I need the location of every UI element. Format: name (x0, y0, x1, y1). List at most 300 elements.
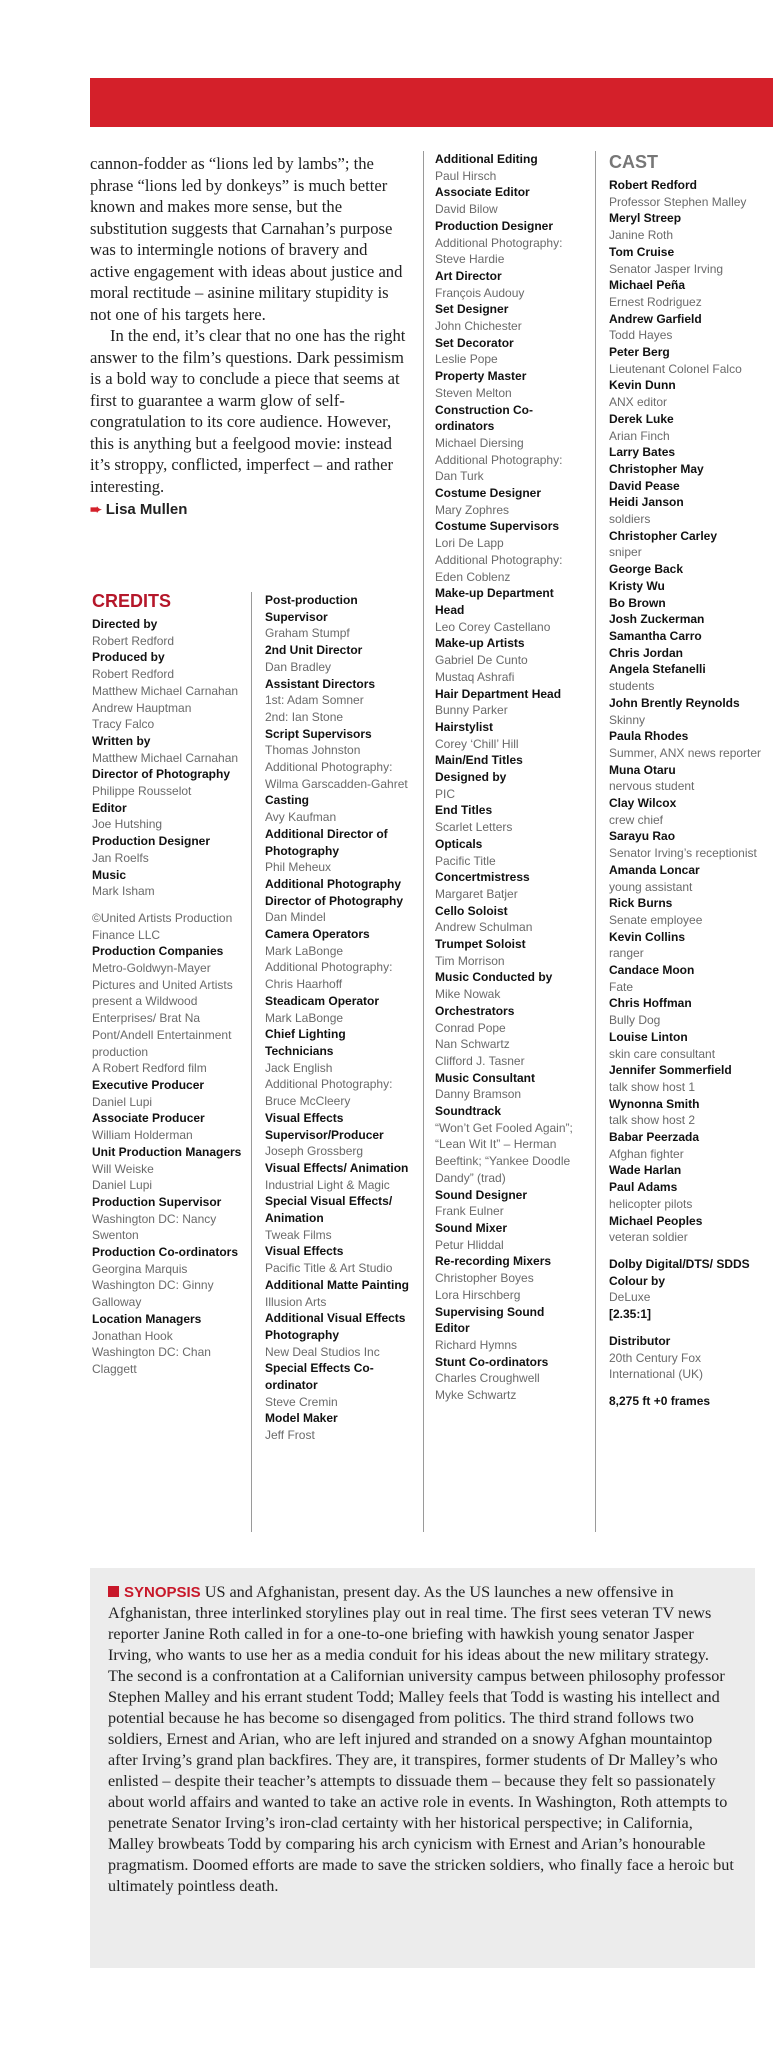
credit-name: Will Weiske (92, 1161, 154, 1176)
credit-entry (435, 1253, 580, 1303)
credit-name: Bunny Parker (435, 703, 508, 718)
credit-entry (265, 592, 415, 642)
credit-role: Soundtrack (435, 1104, 502, 1119)
credit-role: Meryl Streep (609, 211, 682, 226)
credit-entry (265, 826, 415, 876)
credit-role: Robert Redford (609, 178, 697, 192)
credit-name: John Chichester (435, 319, 522, 334)
credit-role: Costume Designer (435, 486, 542, 501)
credit-name: William Holderman (92, 1128, 193, 1143)
credit-name: Philippe Rousselot (92, 784, 192, 799)
credit-role: Additional Director of Photography (265, 826, 388, 858)
credit-entry (609, 1333, 769, 1383)
credit-entry (435, 335, 580, 368)
credit-role: Peter Berg (609, 345, 670, 360)
credit-entry (265, 1360, 415, 1410)
credit-role: Kevin Dunn (609, 378, 676, 393)
credit-entry (265, 1110, 415, 1160)
credit-name: Robert Redford (92, 667, 175, 682)
credit-name: Additional Photography: Eden Coblenz (435, 552, 563, 584)
credit-role: Property Master (435, 369, 527, 384)
credit-entry (435, 802, 580, 835)
credits-column-2 (265, 592, 415, 1444)
credit-name: Skinny (609, 712, 646, 727)
credit-name: Dan Mindel (265, 910, 326, 925)
credit-entry (609, 895, 769, 928)
credit-role: Music (92, 867, 127, 882)
credit-entry (609, 795, 769, 828)
credit-role: Main/End Titles Designed by (435, 753, 523, 785)
credit-role: Make-up Department Head (435, 586, 554, 617)
credit-name: Daniel Lupi (92, 1094, 153, 1109)
credit-role: Director of Photography (92, 767, 231, 782)
credit-role: Camera Operators (265, 927, 370, 942)
credit-role: Music Conducted by (435, 970, 553, 985)
credit-entry (609, 210, 769, 243)
credit-name: A Robert Redford film (92, 1061, 207, 1076)
credit-name: Steve Cremin (265, 1394, 338, 1409)
credit-name: New Deal Studios Inc (265, 1344, 380, 1359)
credit-name: Additional Photography: Bruce McCleery (265, 1077, 393, 1109)
credit-entry (435, 969, 580, 1002)
credit-name: Senator Jasper Irving (609, 261, 724, 276)
credit-role: Visual Effects/ Animation (265, 1160, 409, 1175)
credit-name: Avy Kaufman (265, 810, 337, 825)
credit-entry (265, 1277, 415, 1310)
credit-entry (609, 1029, 769, 1062)
credit-entry (609, 1273, 769, 1306)
credit-entry (265, 792, 415, 825)
credit-entry (92, 867, 242, 900)
credit-name: Mark LaBonge (265, 1010, 344, 1025)
credit-role: Wade Harlan (609, 1163, 682, 1178)
credit-entry (609, 1096, 769, 1129)
credit-role: Location Managers (92, 1311, 202, 1326)
credit-entry (92, 943, 242, 1077)
credit-entry (435, 1187, 580, 1220)
credit-role: Wynonna Smith (609, 1096, 700, 1111)
credit-entry (609, 444, 769, 528)
credit-entry (435, 1304, 580, 1354)
credit-name: Michael Diersing (435, 435, 524, 450)
credit-role: Larry Bates (609, 445, 676, 460)
credit-name: Joe Hutshing (92, 817, 163, 832)
credit-name: Conrad Pope (435, 1020, 506, 1035)
credit-entry (265, 876, 415, 926)
credit-role: Paul Adams (609, 1180, 678, 1195)
credit-name: Gabriel De Cunto (435, 653, 528, 668)
credit-role: Sound Mixer (435, 1221, 508, 1235)
spacer (609, 1246, 769, 1256)
credit-name: Tweak Films (265, 1227, 332, 1242)
credit-name: talk show host 2 (609, 1113, 696, 1128)
header-red-banner (90, 78, 773, 127)
credit-role: Production Designer (92, 834, 211, 849)
spacer (609, 1383, 769, 1393)
credit-name: Fate (609, 979, 634, 994)
credit-name: “Won’t Get Fooled Again”; “Lean Wit It” – Herman Beeftink; “Yankee Doodle Dandy” (trad) (435, 1120, 573, 1185)
credit-name: Margaret Batjer (435, 886, 518, 901)
credit-role: Production Companies (92, 944, 224, 959)
credit-entry (609, 344, 769, 377)
credits-list (92, 616, 242, 1378)
credit-entry (609, 561, 769, 695)
credit-role: Re-recording Mixers (435, 1254, 552, 1269)
column-divider (595, 151, 596, 1532)
credit-entry (609, 862, 769, 895)
credit-name: 20th Century Fox International (UK) (609, 1350, 704, 1382)
credit-role: Model Maker (265, 1411, 338, 1426)
credit-entry (609, 929, 769, 962)
credit-role: Steadicam Operator (265, 993, 380, 1008)
credit-name: Mark LaBonge (265, 943, 344, 958)
credit-name: Clifford J. Tasner (435, 1053, 525, 1068)
credit-role: Construction Co-ordinators (435, 402, 533, 434)
credit-name: Lori De Lapp (435, 536, 504, 551)
credit-entry (609, 1162, 769, 1212)
credits-list (265, 592, 415, 1444)
review-paragraph: cannon-fodder as “lions led by lambs”; the phrase “lions led by donkeys” is much better known and makes more sense, but the substitution suggests that Carnahan’s purpose was to intermingle notions of bravery and active engagement with ideas about justice and moral rectitude – asinine military stupidity is not one of his targets here. (90, 154, 403, 324)
credit-role: End Titles (435, 803, 493, 818)
credit-entry (265, 642, 415, 675)
credit-name: Arian Finch (609, 428, 670, 443)
credit-role: Sound Designer (435, 1187, 528, 1202)
credit-name: Mark Isham (92, 884, 155, 899)
credit-entry (609, 1306, 769, 1323)
credit-role: Concertmistress (435, 870, 530, 885)
credit-name: Christopher Boyes (435, 1271, 534, 1286)
credit-name: Washington DC: Ginny Galloway (92, 1278, 214, 1310)
credit-role: Derek Luke (609, 411, 674, 426)
credit-name: Graham Stumpf (265, 626, 350, 641)
column-divider (251, 592, 252, 1532)
synopsis-text: US and Afghanistan, present day. As the US launches a new offensive in Afghanistan, three interlinked storylines play out in real time. The first sees veteran TV news reporter Janine Roth called in for a one-to-one briefing with hawkish young senator Jasper Irving, who wants to use her as a media conduit for his ideas about the new military strategy. The second is a confrontation at a Californian university campus between philosophy professor Stephen Malley and his errant student Todd; Malley feels that Todd is wasting his intellect and potential because he has become so disengaged from politics. The third strand follows two soldiers, Ernest and Arian, who are left injured and stranded on a snowy Afghan mountaintop after Irving’s grand plan backfires. They are, it transpires, former students of Dr Malley’s who enlisted – despite their teacher’s attempts to dissuade them – because they felt so passionately about world affairs and wanted to take an active role in events. In Washington, Roth attempts to penetrate Senator Irving’s iron-clad certainty with her historical perspective; in California, Malley browbeats Todd by comparing his arch cynicism with Ernest and Arian’s honourable pragmatism. Doomed efforts are made to save the stricken soldiers, who finally face a heroic but ultimately pointless death. (108, 1583, 734, 1895)
credit-name: Matthew Michael Carnahan (92, 750, 239, 765)
credit-name: Metro-Goldwyn-Mayer Pictures and United Artists present a Wildwood Enterprises/ Brat Na Pont/Andell Entertainment production (92, 961, 233, 1059)
credit-role: Production Supervisor (92, 1194, 222, 1209)
credit-role: Michael Peña (609, 278, 686, 293)
credit-name: 1st: Adam Somner (265, 693, 364, 708)
credit-entry (609, 695, 769, 728)
credit-role: Muna Otaru (609, 762, 676, 777)
credit-entry (92, 833, 242, 866)
credit-name: Corey ‘Chill’ Hill (435, 736, 519, 751)
credit-role: George Back (609, 562, 684, 577)
credit-entry (265, 1310, 415, 1360)
credit-entry (265, 1193, 415, 1243)
cast-column (609, 151, 769, 1410)
credit-name: Additional Photography: Dan Turk (435, 452, 563, 484)
credit-role: Babar Peerzada (609, 1130, 700, 1145)
credit-name: Leo Corey Castellano (435, 619, 551, 634)
technical-info: Dolby Digital/DTS/ SDDS (609, 1257, 750, 1271)
credit-name: students (609, 679, 655, 694)
credit-name: Tim Morrison (435, 953, 505, 968)
credit-role: Production Designer (435, 218, 554, 233)
technical-info: Colour by (609, 1273, 665, 1288)
credit-name: Robert Redford (92, 633, 175, 648)
credit-entry (265, 926, 415, 993)
credit-entry (435, 752, 580, 802)
credit-role: Louise Linton (609, 1029, 688, 1044)
credit-name: Scarlet Letters (435, 820, 513, 835)
credit-role: Candace Moon (609, 963, 695, 978)
credit-entry (435, 184, 580, 217)
credit-role: Kevin Collins (609, 929, 686, 944)
credit-name: Additional Photography: Chris Haarhoff (265, 960, 393, 992)
credit-entry (609, 1129, 769, 1162)
credit-role: Post-production Supervisor (265, 593, 358, 624)
technical-info: [2.35:1] (609, 1307, 652, 1322)
credit-entry (435, 151, 580, 184)
credit-name: helicopter pilots (609, 1196, 693, 1211)
credit-role: Editor (92, 800, 127, 815)
credit-name: nervous student (609, 779, 695, 794)
column-divider (423, 151, 424, 1532)
credit-name: Pacific Title (435, 853, 496, 868)
credit-role: Orchestrators (435, 1003, 515, 1018)
arrow-icon: ➨ (90, 501, 102, 517)
credit-name: crew chief (609, 812, 664, 827)
cast-title: CAST (609, 152, 658, 172)
credit-role: Trumpet Soloist (435, 937, 526, 952)
credit-name: Summer, ANX news reporter (609, 745, 762, 760)
credit-role: Chris Hoffman (609, 996, 692, 1011)
credit-entry (435, 518, 580, 585)
credit-name: Afghan fighter (609, 1146, 684, 1161)
credit-role: Jennifer Sommerfield (609, 1063, 732, 1078)
credit-entry (609, 995, 769, 1028)
credit-name: Jan Roelfs (92, 850, 149, 865)
credit-name: ranger (609, 946, 644, 961)
credit-entry (435, 903, 580, 936)
credit-role: Costume Supervisors (435, 519, 560, 534)
credit-name: Bully Dog (609, 1013, 661, 1028)
credit-name: ©United Artists Production Finance LLC (92, 910, 233, 942)
credit-role: Sarayu Rao (609, 829, 676, 844)
credit-role: Hairstylist (435, 719, 494, 734)
credit-entry (609, 411, 769, 444)
credit-role: Associate Editor (435, 185, 530, 200)
credit-name: sniper (609, 545, 642, 560)
credit-role: Amanda Loncar (609, 862, 700, 877)
credit-entry (609, 1256, 769, 1273)
credit-name: Pacific Title & Art Studio (265, 1261, 393, 1276)
credit-entry (92, 766, 242, 799)
credit-role: Heidi Janson (609, 495, 684, 510)
credit-name: young assistant (609, 879, 693, 894)
credit-entry (92, 1110, 242, 1143)
credits-title: CREDITS (92, 591, 172, 611)
credit-entry (609, 728, 769, 761)
synopsis-label: SYNOPSIS (124, 1584, 201, 1601)
credit-entry (609, 828, 769, 861)
credit-name: DeLuxe (609, 1290, 651, 1305)
credit-name: skin care consultant (609, 1046, 716, 1061)
credit-role: Make-up Artists (435, 636, 525, 651)
credit-name: Leslie Pope (435, 352, 498, 367)
credit-name: Steven Melton (435, 385, 512, 400)
credit-entry (609, 1062, 769, 1095)
credit-name: Additional Photography: Wilma Garscadden-Gahret (265, 760, 408, 791)
credit-entry (435, 1070, 580, 1103)
credit-name: Jack English (265, 1060, 333, 1075)
credit-name: Tracy Falco (92, 717, 155, 732)
credit-entry (92, 1077, 242, 1110)
credit-entry (435, 301, 580, 334)
credit-name: Richard Hymns (435, 1337, 518, 1352)
credit-role: Michael Peoples (609, 1213, 703, 1228)
spacer (92, 900, 242, 910)
credit-name: Mustaq Ashrafi (435, 669, 515, 684)
credit-role: Christopher Carley (609, 528, 718, 543)
credit-role: Special Visual Effects/ Animation (265, 1194, 393, 1226)
credits-list (435, 151, 580, 1404)
credit-role: Angela Stefanelli (609, 662, 706, 677)
credit-entry (609, 1393, 769, 1410)
credit-role: Tom Cruise (609, 244, 675, 259)
credit-name: Matthew Michael Carnahan (92, 683, 239, 698)
credit-name: Additional Photography: Steve Hardie (435, 235, 563, 267)
credit-name: Senator Irving’s receptionist (609, 846, 757, 861)
credit-role: Visual Effects (265, 1244, 344, 1259)
credit-role: Visual Effects Supervisor/Producer (265, 1110, 384, 1142)
credit-entry (435, 402, 580, 486)
credit-entry (435, 635, 580, 685)
credit-entry (265, 1160, 415, 1193)
credit-name: soldiers (609, 512, 651, 527)
spacer (609, 1323, 769, 1333)
credit-role: Production Co-ordinators (92, 1245, 238, 1260)
credit-entry (92, 1194, 242, 1244)
credit-entry (92, 910, 242, 943)
credit-role: Produced by (92, 650, 165, 665)
credit-name: veteran soldier (609, 1230, 688, 1245)
credit-name: ANX editor (609, 395, 668, 410)
credit-name: Joseph Grossberg (265, 1144, 364, 1159)
credit-role: Casting (265, 793, 310, 808)
credit-entry (92, 616, 242, 649)
credit-name: Myke Schwartz (435, 1388, 517, 1403)
square-bullet-icon (108, 1586, 119, 1597)
credit-name: talk show host 1 (609, 1079, 696, 1094)
credit-role: Set Decorator (435, 335, 514, 350)
credit-name: Daniel Lupi (92, 1178, 153, 1193)
credit-role: Chris Jordan (609, 645, 684, 660)
credit-role: David Pease (609, 478, 680, 493)
credit-entry (435, 1103, 580, 1187)
credit-entry (609, 277, 769, 310)
credit-role: Additional Editing (435, 152, 538, 166)
credit-entry (435, 368, 580, 401)
credit-role: Associate Producer (92, 1111, 205, 1126)
credit-name: Lieutenant Colonel Falco (609, 361, 742, 376)
credit-name: Charles Croughwell (435, 1371, 540, 1386)
credit-entry (435, 1220, 580, 1253)
credit-role: Additional Matte Painting (265, 1277, 409, 1292)
credit-name: PIC (435, 786, 456, 801)
credit-role: Chief Lighting Technicians (265, 1027, 346, 1058)
review-author (90, 499, 408, 521)
credit-entry (435, 686, 580, 719)
credit-role: Distributor (609, 1333, 671, 1348)
credit-name: Paul Hirsch (435, 168, 497, 183)
credit-name: David Bilow (435, 202, 498, 217)
credit-entry (609, 962, 769, 995)
credit-name: Jonathan Hook (92, 1328, 173, 1343)
credit-name: Professor Stephen Malley (609, 194, 747, 209)
credit-role: Christopher May (609, 461, 704, 476)
credit-role: Additional Visual Effects Photography (265, 1311, 406, 1342)
credit-name: Todd Hayes (609, 328, 673, 343)
credit-role: Assistant Directors (265, 676, 376, 691)
credit-entry (435, 585, 580, 635)
credit-entry (609, 1213, 769, 1246)
credit-entry (265, 676, 415, 726)
credit-entry (265, 993, 415, 1026)
credit-role: Special Effects Co-ordinator (265, 1361, 374, 1393)
credit-name: Andrew Hauptman (92, 700, 192, 715)
credit-role: Kristy Wu (609, 578, 665, 593)
credit-entry (435, 218, 580, 268)
credit-entry (92, 1311, 242, 1378)
credit-entry (92, 1144, 242, 1194)
credit-entry (435, 268, 580, 301)
credit-name: 2nd: Ian Stone (265, 709, 344, 724)
credit-role: Bo Brown (609, 595, 666, 610)
credit-entry (609, 762, 769, 795)
credit-name: Dan Bradley (265, 659, 332, 674)
credit-name: Danny Bramson (435, 1087, 522, 1102)
credit-role: Executive Producer (92, 1077, 205, 1092)
credit-entry (609, 177, 769, 210)
credit-name: Phil Meheux (265, 860, 332, 875)
credit-role: Josh Zuckerman (609, 612, 705, 627)
credit-role: Stunt Co-ordinators (435, 1354, 549, 1369)
credit-role: Andrew Garfield (609, 311, 702, 326)
credit-name: Senate employee (609, 912, 703, 927)
credit-role: Set Designer (435, 302, 509, 317)
credit-role: Paula Rhodes (609, 729, 689, 744)
credit-entry (265, 726, 415, 793)
credit-entry (435, 836, 580, 869)
credit-name: Frank Eulner (435, 1204, 504, 1219)
credit-entry (92, 733, 242, 766)
credit-entry (609, 244, 769, 277)
credit-entry (435, 1003, 580, 1070)
credit-role: Written by (92, 733, 151, 748)
credit-role: Additional Photography Director of Photography (265, 876, 404, 908)
cast-list (609, 177, 769, 1410)
credit-entry (435, 1354, 580, 1404)
credit-name: Mary Zophres (435, 502, 510, 517)
credit-entry (265, 1026, 415, 1110)
credit-entry (609, 528, 769, 561)
credit-role: Art Director (435, 268, 502, 283)
review-paragraph: In the end, it’s clear that no one has the right answer to the film’s questions. Dark pessimism is a bold way to conclude a piece that seems at first to guarantee a warm glow of self-congratulation to its core audience. However, this is anything but a feelgood movie: instead it’s stroppy, conflicted, imperfect – and rather interesting. (90, 326, 406, 496)
credit-role: Samantha Carro (609, 628, 702, 643)
review-text (90, 153, 408, 521)
credit-entry (435, 485, 580, 518)
credit-name: Petur Hliddal (435, 1237, 504, 1252)
credit-name: Lora Hirschberg (435, 1287, 521, 1302)
credit-name: Nan Schwartz (435, 1037, 510, 1052)
credit-name: François Audouy (435, 285, 525, 300)
credit-name: Mike Nowak (435, 987, 501, 1002)
credit-entry (609, 377, 769, 410)
credit-name: Industrial Light & Magic (265, 1177, 390, 1192)
credit-entry (435, 869, 580, 902)
